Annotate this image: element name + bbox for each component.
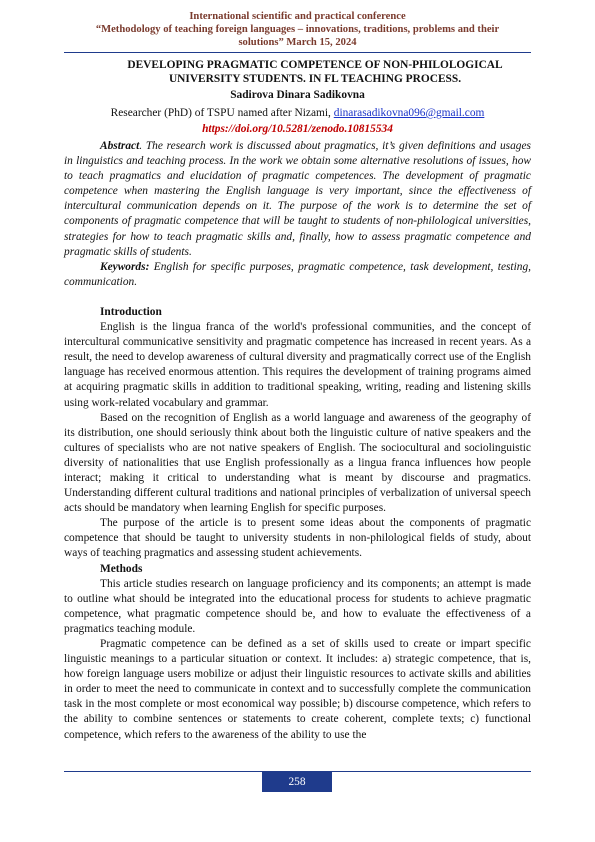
conference-header <box>60 10 535 49</box>
paper-title <box>100 58 530 86</box>
abstract <box>64 139 531 260</box>
paragraph: This article studies research on language proficiency and its components; an attempt is made to outline what should be integrated into the educational process for students to achieve pragmatic competence, what pragmatic competence should be, and how to evaluate the effectiveness of a pragmatics teaching module. <box>64 577 531 635</box>
paragraph: English is the lingua franca of the world's professional communities, and the concept of intercultural communicative sensitivity and pragmatic competence has increased in recent years. As a result, the need to develop awareness of cultural diversity and pragmatically correct use of the English language has received enormous attention. This requires the development of training programs aimed at acquiring pragmatic skills in addition to traditional speaking, writing, reading and listening skills using work-related vocabulary and grammar. <box>64 321 531 409</box>
conference-theme: “Methodology of teaching foreign languages – innovations, traditions, problems and their <box>95 24 500 35</box>
author-name: Sadirova Dinara Sadikovna <box>230 89 365 101</box>
conference-date: solutions” March 15, 2024 <box>238 37 357 48</box>
author-email-link[interactable]: dinarasadikovna096@gmail.com <box>333 107 485 119</box>
paragraph: Pragmatic competence can be defined as a set of skills used to create or impart specific linguistic meanings to a particular situation or context. It includes: a) strategic competence, that is, how foreign language users mobilize or adjust their linguistic resources to activate skills and abilities in order to meet the need to communicate in context and to successfully complete the communication task in the most complete or most economical way possible; b) discourse competence, which refers to the ability to combine sentences or statements to create coherent, complete texts; c) functional competence, which refers to the awareness of the ability to use the <box>64 638 531 741</box>
page-number: 258 <box>262 772 332 792</box>
author-affiliation-line <box>64 106 531 120</box>
paragraph: The purpose of the article is to present some ideas about the components of pragmatic competence that should be taught to university students in non-philological fields of study, about ways of teaching pragmatics and assessing student achievements. <box>64 517 531 560</box>
doi-line <box>64 122 531 136</box>
paper-body <box>64 139 531 743</box>
author-affiliation: Researcher (PhD) of TSPU named after Nizami, <box>110 107 331 119</box>
title-line-2: UNIVERSITY STUDENTS. IN FL TEACHING PROCESS. <box>168 73 462 85</box>
doi-link[interactable]: https://doi.org/10.5281/zenodo.10815534 <box>202 123 393 135</box>
keywords <box>64 260 531 290</box>
abstract-label: Abstract <box>100 140 140 152</box>
title-line-1: DEVELOPING PRAGMATIC COMPETENCE OF NON-PHILOLOGICAL <box>127 59 503 71</box>
keywords-label: Keywords: <box>100 260 150 273</box>
abstract-text: . The research work is discussed about pragmatics, it’s given definitions and usages in linguistics and teaching process. In the work we obtain some alternative resolutions of issues, how to teach pragmatics and elucidation of pragmatic competences. The development of pragmatic competence when mastering the English language is very important, since the effectiveness of intercultural communication depends on it. The purpose of the work is to determine the set of components of pragmatic competence that will be taught to students of non-philological universities, strategies for how to teach pragmatic skills and, finally, how to assess pragmatic competence and pragmatic skills of students. <box>64 140 531 258</box>
section-introduction-heading: Introduction <box>100 305 162 318</box>
keywords-text: English for specific purposes, pragmatic competence, task development, testing, communication. <box>64 260 531 288</box>
header-rule <box>64 52 531 53</box>
paragraph: Based on the recognition of English as a world language and awareness of the geography of its distribution, one should seriously think about both the linguistic culture of native speakers and the cultures of specialists who are not native speakers of English. The sociocultural and sociolinguistic diversity of nationalities that use English professionally as a lingua franca influences how people interact; making it critical to understanding what is meant by discourse and pragmatics. Understanding different cultural traditions and national principles of verbalization of universal speech acts should be mandatory when learning English for specific purposes. <box>64 411 531 515</box>
conference-name: International scientific and practical conference <box>189 11 406 22</box>
section-methods-heading: Methods <box>100 562 143 575</box>
